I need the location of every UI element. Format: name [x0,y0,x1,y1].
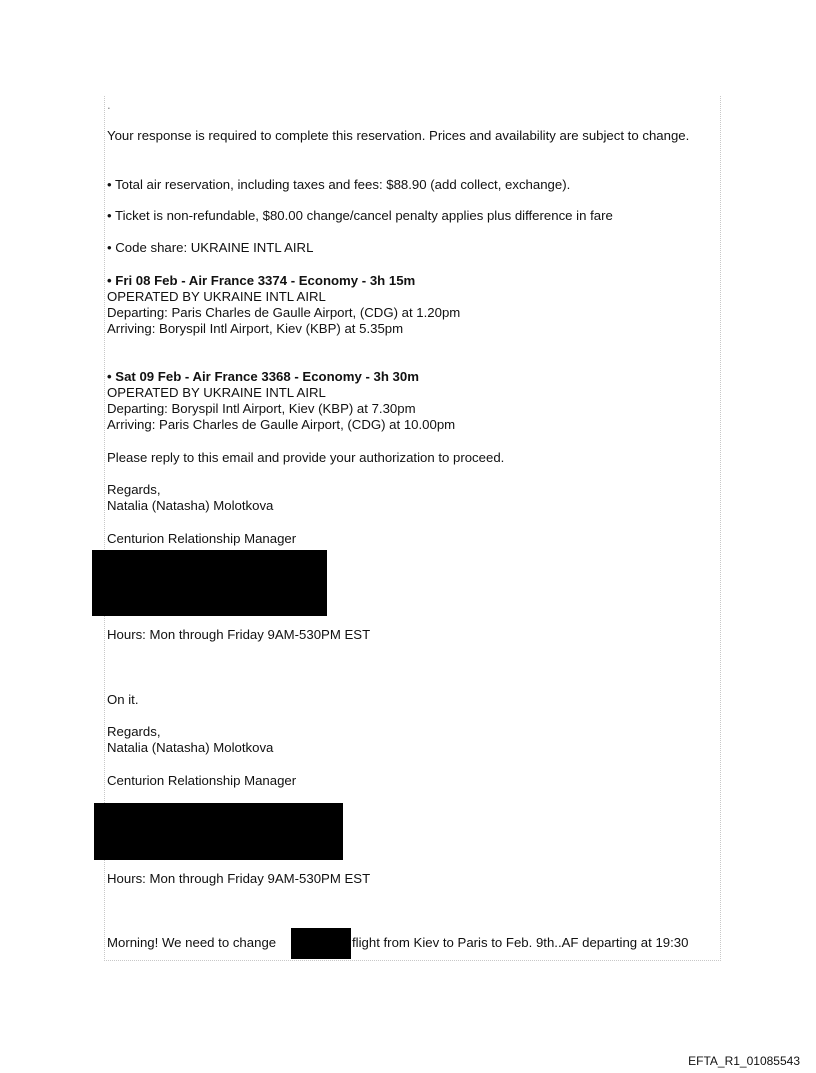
flight-1-departing: Departing: Paris Charles de Gaulle Airport, (CDG) at 1.20pm [107,305,461,320]
original-message-start: Morning! We need to change [107,935,277,950]
signature-2-title: Centurion Relationship Manager [107,773,297,788]
flight-1-heading: • Fri 08 Feb - Air France 3374 - Economy - 3h 15m [107,273,416,288]
reply-on-it: On it. [107,692,139,707]
leading-dot: . [107,97,111,112]
intro-paragraph: Your response is required to complete this reservation. Prices and availability are subject to change. [107,128,690,143]
signature-1-title: Centurion Relationship Manager [107,531,297,546]
redaction-block [291,928,351,959]
flight-1-operated: OPERATED BY UKRAINE INTL AIRL [107,289,326,304]
redaction-block [92,550,327,616]
flight-2-heading: • Sat 09 Feb - Air France 3368 - Economy - 3h 30m [107,369,419,384]
document-id: EFTA_R1_01085543 [688,1054,800,1068]
flight-2-departing: Departing: Boryspil Intl Airport, Kiev (KBP) at 7.30pm [107,401,416,416]
signature-1-hours: Hours: Mon through Friday 9AM-530PM EST [107,627,371,642]
signature-2-regards: Regards, [107,724,161,739]
signature-1-name: Natalia (Natasha) Molotkova [107,498,274,513]
signature-2-hours: Hours: Mon through Friday 9AM-530PM EST [107,871,371,886]
reply-request: Please reply to this email and provide your authorization to proceed. [107,450,505,465]
bullet-refund-policy: • Ticket is non-refundable, $80.00 change/cancel penalty applies plus difference in fare [107,208,613,223]
signature-1-regards: Regards, [107,482,161,497]
redaction-block [94,803,343,860]
signature-2-name: Natalia (Natasha) Molotkova [107,740,274,755]
flight-1-arriving: Arriving: Boryspil Intl Airport, Kiev (KBP) at 5.35pm [107,321,404,336]
flight-2-arriving: Arriving: Paris Charles de Gaulle Airport, (CDG) at 10.00pm [107,417,456,432]
bullet-total-fare: • Total air reservation, including taxes and fees: $88.90 (add collect, exchange). [107,177,571,192]
bullet-code-share: • Code share: UKRAINE INTL AIRL [107,240,314,255]
flight-2-operated: OPERATED BY UKRAINE INTL AIRL [107,385,326,400]
original-message-end: flight from Kiev to Paris to Feb. 9th..AF departing at 19:30 [352,935,689,950]
